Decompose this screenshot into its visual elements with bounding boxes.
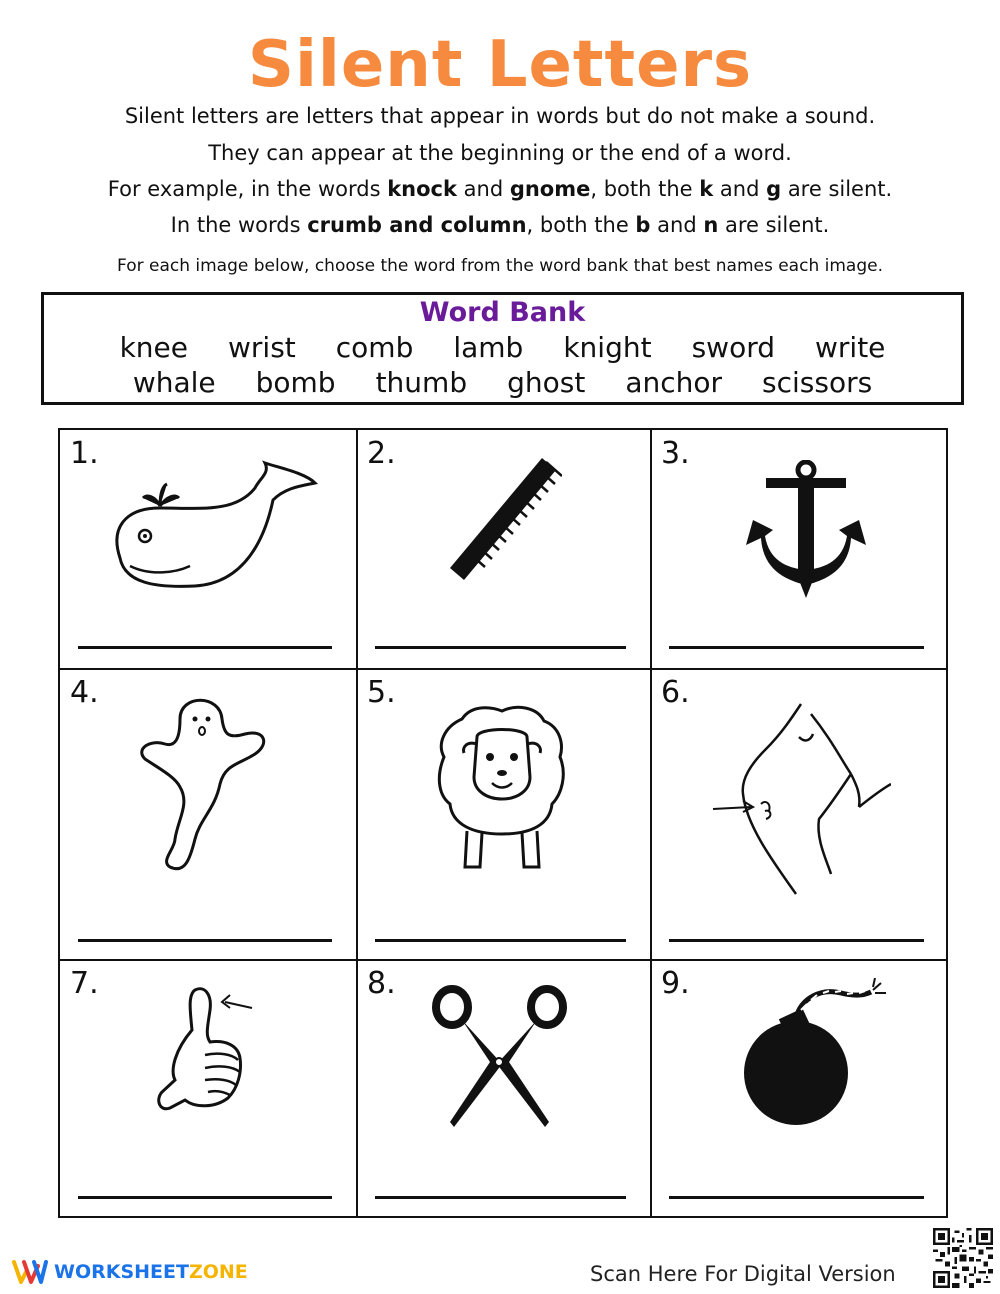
logo-text-part2: ZONE (188, 1261, 248, 1283)
item-cell-6 (651, 669, 948, 959)
text: and (650, 213, 704, 237)
item-cell-2 (357, 430, 650, 668)
item-number: 6. (661, 675, 690, 710)
comb-icon (442, 450, 562, 590)
word-bank-item: anchor (625, 366, 723, 399)
item-cell-4 (60, 669, 356, 959)
worksheet-zone-logo[interactable] (12, 1258, 248, 1286)
text: For example, in the words (107, 177, 388, 201)
text: , both the (526, 213, 636, 237)
lamb-icon (432, 699, 572, 879)
word-bank-item: bomb (255, 366, 336, 399)
bold-word: knock (387, 177, 457, 201)
anchor-icon (741, 460, 871, 600)
bold-word: gnome (509, 177, 591, 201)
item-number: 4. (70, 675, 99, 710)
logo-text (54, 1261, 248, 1283)
bold-letter: k (699, 177, 714, 201)
scissors-icon (432, 982, 567, 1132)
whale-icon (105, 458, 320, 598)
item-number: 5. (367, 675, 396, 710)
bomb-icon (741, 978, 891, 1128)
intro-line-4 (0, 213, 1000, 237)
word-bank-row-2 (44, 366, 961, 399)
logo-icon (12, 1258, 48, 1286)
item-cell-5 (357, 669, 650, 959)
text: In the words (170, 213, 308, 237)
bold-letter: b (635, 213, 651, 237)
word-bank-item: lamb (453, 331, 524, 364)
answer-line[interactable] (669, 939, 924, 942)
item-cell-3 (651, 430, 948, 668)
item-number: 3. (661, 436, 690, 471)
text: and (713, 177, 767, 201)
text: , both the (590, 177, 700, 201)
word-bank-item: thumb (375, 366, 468, 399)
word-bank-item: write (815, 331, 886, 364)
knee-icon (711, 699, 891, 909)
answer-line[interactable] (78, 646, 332, 649)
page-title: Silent Letters (247, 28, 753, 102)
word-bank-title: Word Bank (419, 297, 586, 328)
item-cell-7 (60, 960, 356, 1218)
text: are silent. (781, 177, 893, 201)
text: are silent. (718, 213, 830, 237)
intro-line-3 (0, 177, 1000, 201)
answer-line[interactable] (78, 939, 332, 942)
word-bank-item: sword (691, 331, 776, 364)
word-bank-item: ghost (507, 366, 586, 399)
answer-line[interactable] (78, 1196, 332, 1199)
item-cell-9 (651, 960, 948, 1218)
scan-text: Scan Here For Digital Version (590, 1262, 896, 1286)
bold-letter: n (703, 213, 719, 237)
answer-line[interactable] (375, 1196, 626, 1199)
bold-letter: g (766, 177, 782, 201)
item-cell-8 (357, 960, 650, 1218)
qr-code-icon[interactable] (933, 1228, 993, 1288)
bold-word: crumb and column (307, 213, 527, 237)
text: and (456, 177, 510, 201)
item-number: 9. (661, 966, 690, 1001)
answer-line[interactable] (375, 646, 626, 649)
thumb-icon (150, 980, 260, 1130)
word-bank-item: wrist (228, 331, 296, 364)
item-number: 2. (367, 436, 396, 471)
word-bank-item: scissors (762, 366, 873, 399)
item-number: 1. (70, 436, 99, 471)
instruction-text: For each image below, choose the word from the word bank that best names each image. (117, 256, 883, 276)
word-bank-item: knight (563, 331, 652, 364)
intro-line-2: They can appear at the beginning or the end of a word. (208, 141, 792, 165)
item-number: 8. (367, 966, 396, 1001)
word-bank-item: whale (132, 366, 216, 399)
picture-grid (58, 428, 948, 1218)
item-number: 7. (70, 966, 99, 1001)
logo-text-part1: WORKSHEET (54, 1261, 189, 1283)
answer-line[interactable] (669, 646, 924, 649)
word-bank-item: knee (119, 331, 188, 364)
word-bank (41, 292, 964, 405)
intro-line-1: Silent letters are letters that appear in words but do not make a sound. (124, 104, 876, 128)
answer-line[interactable] (375, 939, 626, 942)
word-bank-item: comb (335, 331, 414, 364)
word-bank-row-1 (44, 331, 961, 364)
item-cell-1 (60, 430, 356, 668)
answer-line[interactable] (669, 1196, 924, 1199)
ghost-icon (140, 689, 270, 889)
